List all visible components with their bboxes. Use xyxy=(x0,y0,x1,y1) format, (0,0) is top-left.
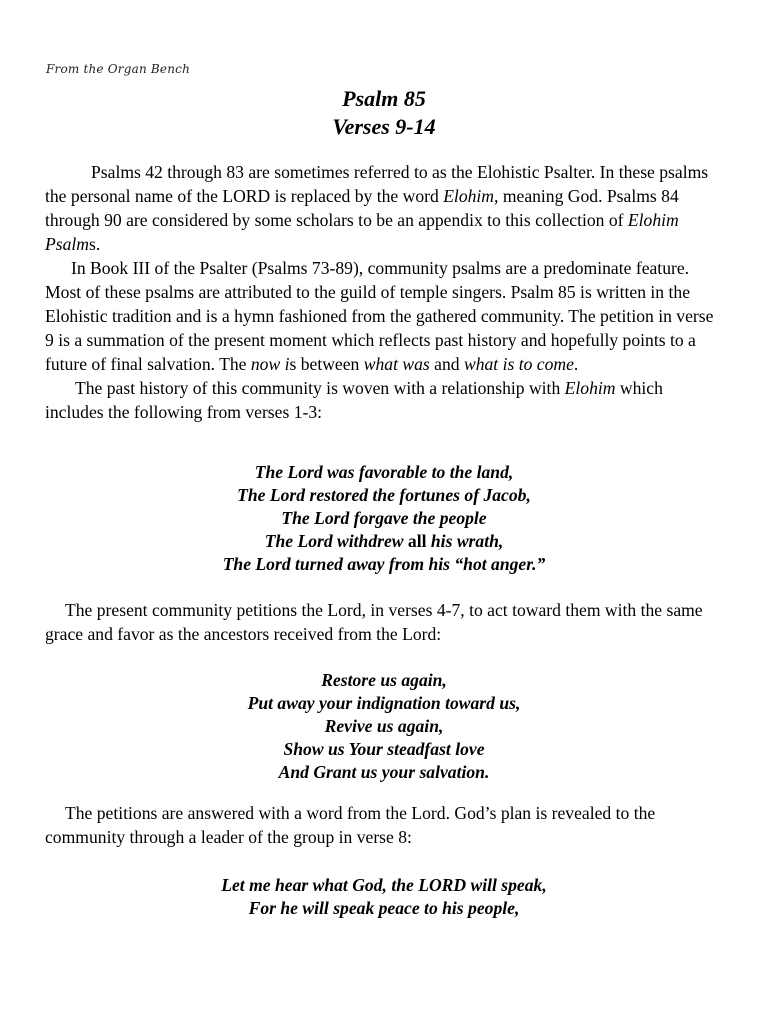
text-run: The past history of this community is woven with a relationship with xyxy=(75,378,565,398)
verse-line: The Lord restored the fortunes of Jacob, xyxy=(237,485,531,505)
paragraph-3: The petitions are answered with a word from the Lord. God’s plan is revealed to the community through a leader of the group in verse 8: xyxy=(45,803,656,847)
text-run: which includes the following from verses 1-3: xyxy=(45,378,663,422)
verse-line xyxy=(0,530,768,553)
paragraph-3-section xyxy=(45,801,725,849)
verse-line: The Lord turned away from his “hot anger.” xyxy=(222,554,546,574)
verse-line: The Lord was favorable to the land, xyxy=(254,462,514,482)
verse-block-2 xyxy=(0,669,768,784)
text-run: his wrath, xyxy=(426,531,504,551)
verse-block-3 xyxy=(0,874,768,920)
intro-paragraph-3 xyxy=(45,376,725,424)
verse-line: And Grant us your salvation. xyxy=(278,762,490,782)
verse-line: Put away your indignation toward us, xyxy=(247,693,521,713)
italic-term: Elohim Psalm xyxy=(45,210,679,254)
text-run: s. xyxy=(88,234,101,254)
italic-term: what was xyxy=(363,354,430,374)
text-run: . xyxy=(573,354,579,374)
italic-term: Elohim xyxy=(564,378,616,398)
header-note: From the Organ Bench xyxy=(46,62,190,76)
paragraph-2: The present community petitions the Lord, in verses 4-7, to act toward them with the same grace and favor as the ancestors received from the Lord: xyxy=(45,600,703,644)
verse-line: Let me hear what God, the LORD will speak, xyxy=(221,875,547,895)
intro-paragraph-1 xyxy=(45,160,725,256)
italic-term: Elohim, xyxy=(443,186,499,206)
emphasis-word: all xyxy=(407,531,427,551)
verse-line: Revive us again, xyxy=(324,716,444,736)
verse-line: For he will speak peace to his people, xyxy=(248,898,520,918)
text-run: meaning God. Psalms 84 through 90 are considered by some scholars to be an appendix to this collection of xyxy=(45,186,679,230)
page-title: Psalm 85 xyxy=(342,86,426,111)
italic-term: what is to come xyxy=(463,354,574,374)
verse-line: Restore us again, xyxy=(321,670,447,690)
verse-line: Show us Your steadfast love xyxy=(283,739,485,759)
intro-paragraph-2 xyxy=(45,256,725,376)
text-run: s between xyxy=(289,354,364,374)
intro-section xyxy=(45,160,725,424)
page-subtitle: Verses 9-14 xyxy=(332,114,436,139)
text-run: In Book III of the Psalter (Psalms 73-89), community psalms are a predominate feature. Most of these psalms are attributed to the guild of temple singers. Psalm 85 is written in the Elohistic tradition and is a hymn fashioned from the gathered community. The petition in verse 9 is a summation of the present moment which reflects past history and hopefully points to a future of final salvation. The xyxy=(45,258,714,374)
verse-line: The Lord forgave the people xyxy=(281,508,487,528)
text-run: and xyxy=(429,354,464,374)
paragraph-2-section xyxy=(45,598,725,646)
text-run: The Lord withdrew xyxy=(264,531,408,551)
verse-block-1 xyxy=(0,461,768,576)
text-run: Psalms 42 through 83 are sometimes referred to as the Elohistic Psalter. In these psalms the personal name of the LORD is replaced by the word xyxy=(45,162,709,206)
italic-term: now i xyxy=(250,354,290,374)
